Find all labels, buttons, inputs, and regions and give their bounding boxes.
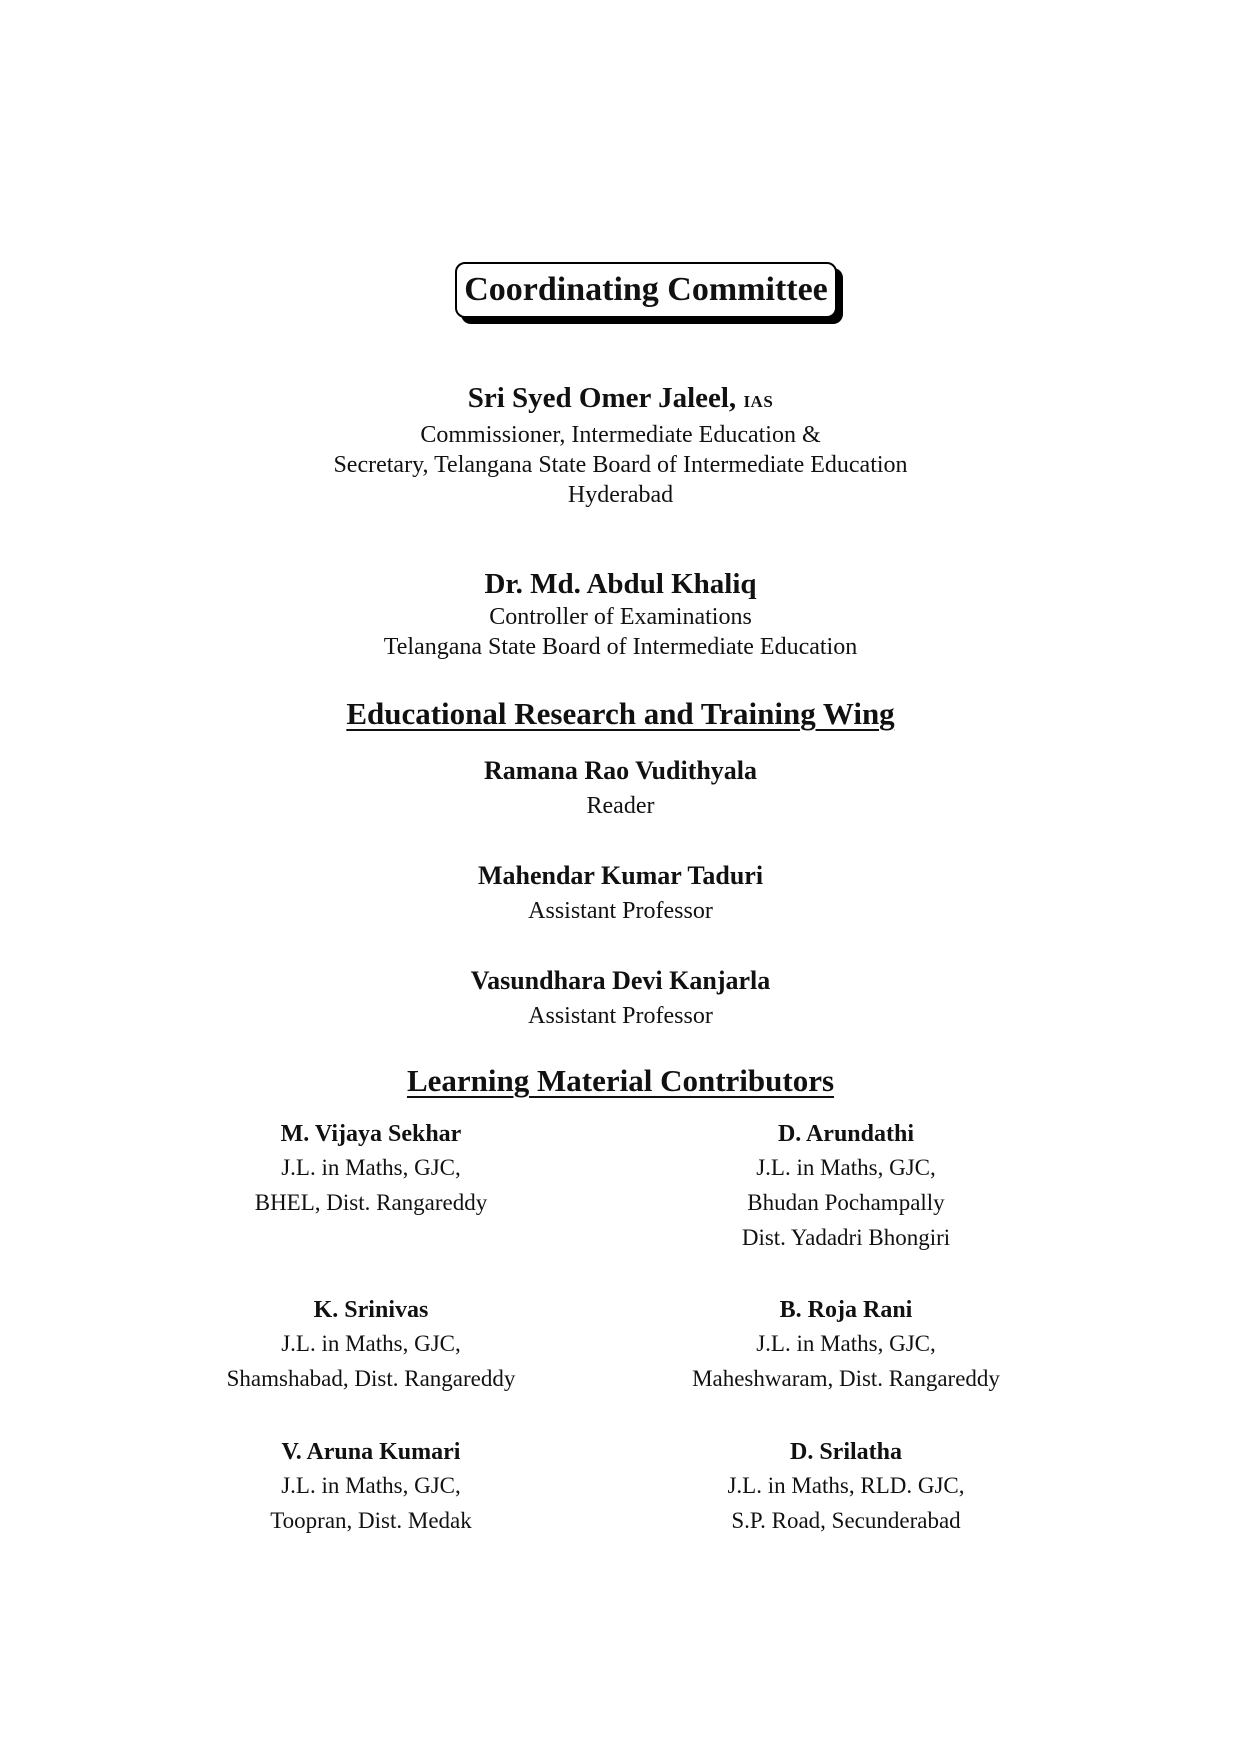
contributor-line: J.L. in Maths, GJC,	[756, 1155, 936, 1180]
page-title: Coordinating Committee	[455, 262, 837, 318]
contributor-card	[646, 1118, 1046, 1255]
contributor-line: J.L. in Maths, GJC,	[281, 1473, 461, 1498]
contributor-line: BHEL, Dist. Rangareddy	[254, 1190, 488, 1215]
contributor-line: J.L. in Maths, GJC,	[281, 1331, 461, 1356]
contributor-card	[171, 1118, 571, 1220]
contributor-card	[171, 1294, 571, 1396]
contributor-name: M. Vijaya Sekhar	[280, 1121, 462, 1147]
commissioner-name: Sri Syed Omer Jaleel,	[467, 382, 737, 414]
controller-line: Telangana State Board of Intermediate Education	[383, 634, 858, 660]
contributor-line: J.L. in Maths, GJC,	[756, 1331, 936, 1356]
ertw-heading-text: Educational Research and Training Wing	[346, 696, 895, 731]
contributor-name: B. Roja Rani	[779, 1297, 913, 1323]
contributor-name: V. Aruna Kumari	[281, 1439, 461, 1465]
contributor-name: D. Arundathi	[777, 1121, 915, 1147]
controller-block	[0, 566, 1241, 662]
commissioner-name-line	[0, 380, 1241, 420]
ertw-member	[0, 860, 1241, 926]
member-name: Ramana Rao Vudithyala	[483, 756, 758, 785]
member-role: Assistant Professor	[528, 1003, 713, 1029]
controller-line: Controller of Examinations	[489, 604, 752, 630]
contributor-name: D. Srilatha	[789, 1439, 902, 1465]
controller-name: Dr. Md. Abdul Khaliq	[484, 568, 757, 600]
ertw-member	[0, 965, 1241, 1031]
contributors-heading-text: Learning Material Contributors	[406, 1063, 835, 1098]
member-name: Mahendar Kumar Taduri	[477, 861, 764, 890]
contributor-line: Bhudan Pochampally	[747, 1190, 945, 1215]
contributor-line: Shamshabad, Dist. Rangareddy	[226, 1366, 516, 1391]
contributor-card	[171, 1436, 571, 1538]
contributor-name: K. Srinivas	[313, 1297, 429, 1323]
contributor-card	[646, 1436, 1046, 1538]
member-name: Vasundhara Devi Kanjarla	[470, 966, 771, 995]
ertw-member	[0, 755, 1241, 821]
contributor-line: Dist. Yadadri Bhongiri	[741, 1225, 951, 1250]
member-role: Assistant Professor	[528, 898, 713, 924]
commissioner-line: Secretary, Telangana State Board of Intermediate Education	[333, 452, 908, 478]
contributor-line: J.L. in Maths, GJC,	[281, 1155, 461, 1180]
commissioner-suffix: IAS	[743, 392, 774, 411]
title-box	[455, 262, 837, 318]
commissioner-block	[0, 380, 1241, 510]
contributor-line: S.P. Road, Secunderabad	[731, 1508, 961, 1533]
commissioner-line: Commissioner, Intermediate Education &	[420, 422, 821, 448]
commissioner-line: Hyderabad	[567, 482, 674, 508]
contributor-card	[646, 1294, 1046, 1396]
contributor-line: J.L. in Maths, RLD. GJC,	[727, 1473, 965, 1498]
contributors-heading	[0, 1062, 1241, 1100]
ertw-heading	[0, 695, 1241, 733]
contributor-line: Toopran, Dist. Medak	[270, 1508, 472, 1533]
member-role: Reader	[586, 793, 655, 819]
contributor-line: Maheshwaram, Dist. Rangareddy	[692, 1366, 1000, 1391]
